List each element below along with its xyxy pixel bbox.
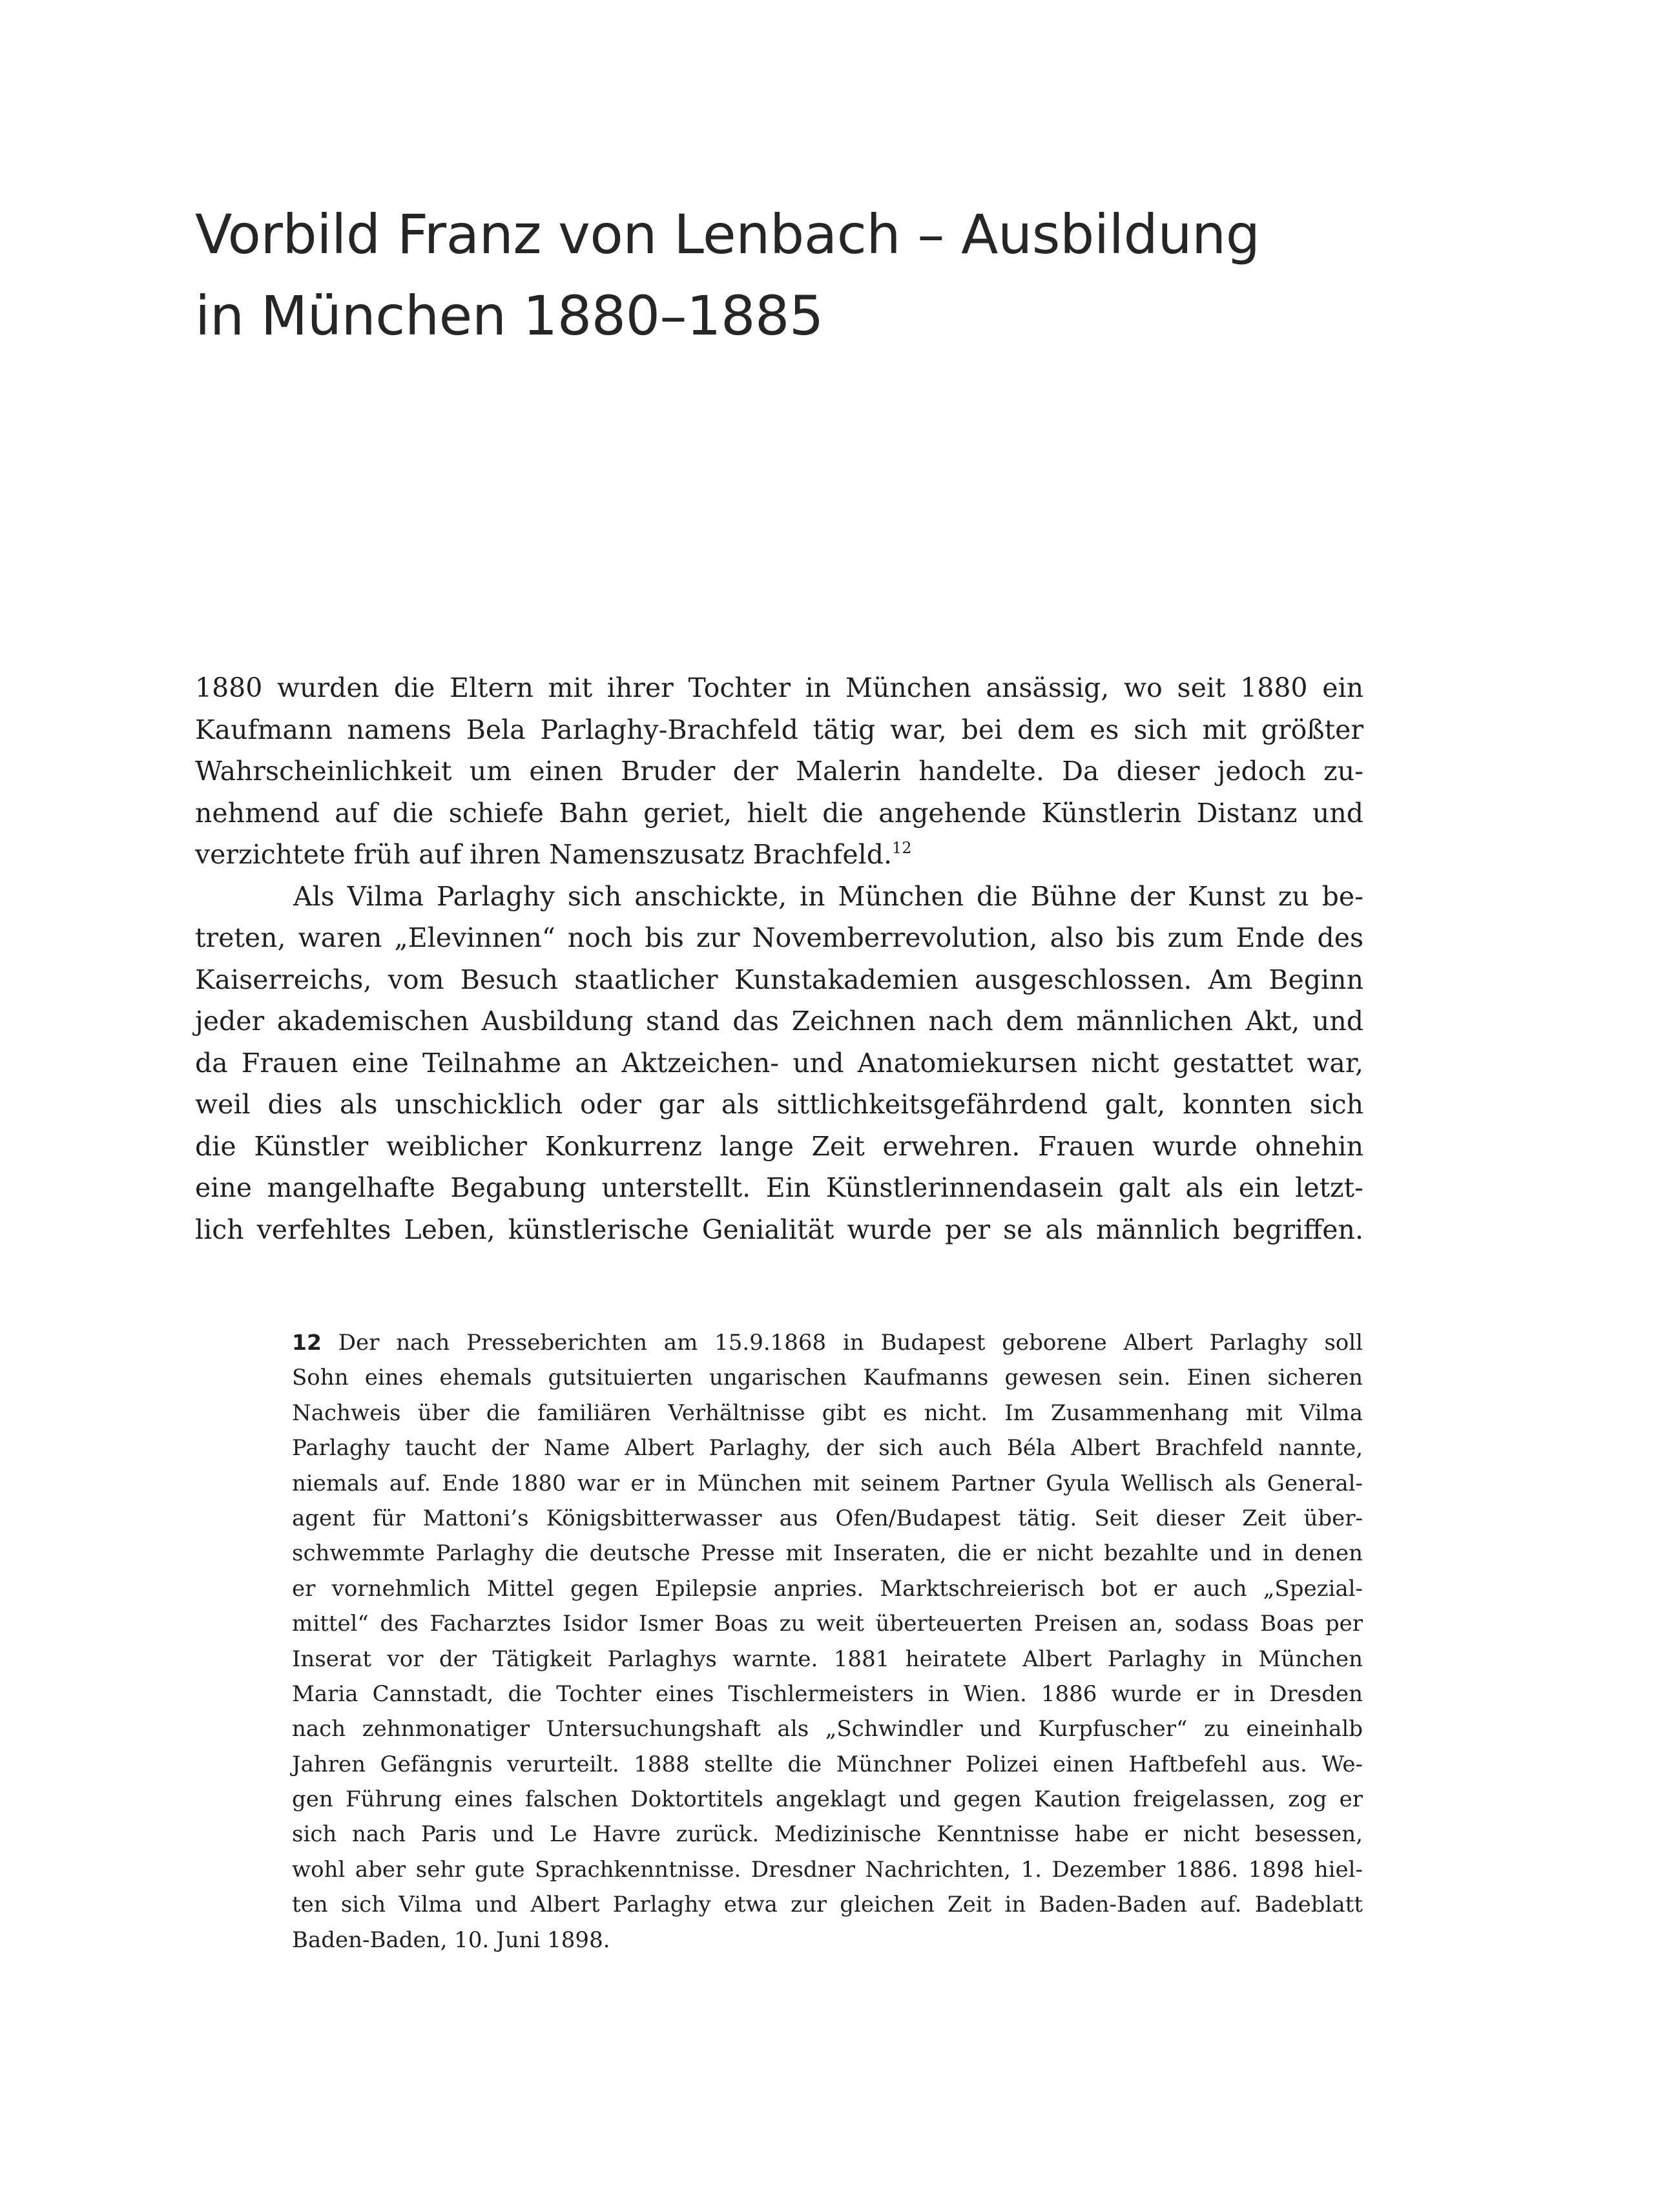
body-line: eine mangelhafte Begabung unterstellt. Ein Künstlerinnendasein galt als ein letzt- bbox=[195, 1172, 1363, 1203]
body-line: 1880 wurden die Eltern mit ihrer Tochter in München ansässig, wo seit 1880 ein bbox=[195, 672, 1363, 703]
footnote-line: ten sich Vilma und Albert Parlaghy etwa zur gleichen Zeit in Baden-Baden auf. Badeblatt bbox=[292, 1892, 1363, 1918]
body-line: Kaufmann namens Bela Parlaghy-Brachfeld tätig war, bei dem es sich mit größter bbox=[195, 714, 1363, 745]
footnote-line: agent für Mattoni’s Königsbitterwasser aus Ofen/Budapest tätig. Seit dieser Zeit über- bbox=[292, 1505, 1363, 1531]
footnote-line bbox=[292, 1325, 1363, 1360]
body-line: Kaiserreichs, vom Besuch staatlicher Kunstakademien ausgeschlossen. Am Beginn bbox=[195, 964, 1363, 995]
chapter-title bbox=[195, 194, 1358, 357]
body-line: nehmend auf die schiefe Bahn geriet, hielt die angehende Künstlerin Distanz und bbox=[195, 797, 1363, 829]
footnote-line: Baden-Baden, 10. Juni 1898. bbox=[292, 1927, 610, 1953]
footnote bbox=[292, 1325, 1363, 1958]
body-line: jeder akademischen Ausbildung stand das Zeichnen nach dem männlichen Akt, und bbox=[195, 1006, 1363, 1037]
footnote-line: gen Führung eines falschen Doktortitels angeklagt und gegen Kaution freigelassen, zog er bbox=[292, 1786, 1363, 1813]
body-line: Als Vilma Parlaghy sich anschickte, in München die Bühne der Kunst zu be- bbox=[293, 880, 1363, 912]
footnote-line: niemals auf. Ende 1880 war er in München mit seinem Partner Gyula Wellisch als General- bbox=[292, 1470, 1363, 1496]
footnote-line: Jahren Gefängnis verurteilt. 1888 stellte die Münchner Polizei einen Haftbefehl aus. We- bbox=[292, 1751, 1363, 1777]
footnote-line: Sohn eines ehemals gutsituierten ungarischen Kaufmanns gewesen sein. Einen sicheren bbox=[292, 1365, 1363, 1391]
body-line: lich verfehltes Leben, künstlerische Genialität wurde per se als männlich begriffen. bbox=[195, 1214, 1363, 1245]
footnote-line: Maria Cannstadt, die Tochter eines Tischlermeisters in Wien. 1886 wurde er in Dresden bbox=[292, 1680, 1363, 1707]
footnote-number: 12 bbox=[292, 1330, 322, 1355]
footnote-line: Parlaghy taucht der Name Albert Parlaghy, der sich auch Béla Albert Brachfeld nannte, bbox=[292, 1435, 1363, 1462]
footnote-line: er vornehmlich Mittel gegen Epilepsie anpries. Marktschreierisch bot er auch „Spezial- bbox=[292, 1575, 1363, 1602]
footnote-line: sich nach Paris und Le Havre zurück. Medizinische Kenntnisse habe er nicht besessen, bbox=[292, 1821, 1363, 1848]
body-line: die Künstler weiblicher Konkurrenz lange Zeit erwehren. Frauen wurde ohnehin bbox=[195, 1130, 1363, 1162]
body-text bbox=[195, 667, 1363, 1250]
body-line: treten, waren „Elevinnen“ noch bis zur Novemberrevolution, also bis zum Ende des bbox=[195, 922, 1363, 953]
body-line: Wahrscheinlichkeit um einen Bruder der Malerin handelte. Da dieser jedoch zu- bbox=[195, 756, 1363, 787]
body-line bbox=[195, 834, 1363, 876]
body-line: weil dies als unschicklich oder gar als sittlichkeitsgefährdend galt, konnten sich bbox=[195, 1089, 1363, 1120]
body-line: da Frauen eine Teilnahme an Aktzeichen- und Anatomiekursen nicht gestattet war, bbox=[195, 1047, 1363, 1079]
chapter-title-line: Vorbild Franz von Lenbach – Ausbildung bbox=[195, 203, 1260, 266]
footnote-line-text: Der nach Presseberichten am 15.9.1868 in Budapest geborene Albert Parlaghy soll bbox=[338, 1330, 1363, 1356]
footnote-line: mittel“ des Facharztes Isidor Ismer Boas zu weit überteuerten Preisen an, sodass Boas per bbox=[292, 1611, 1363, 1637]
footnote-line: Inserat vor der Tätigkeit Parlaghys warnte. 1881 heiratete Albert Parlaghy in München bbox=[292, 1646, 1363, 1672]
footnote-line: Nachweis über die familiären Verhältnisse gibt es nicht. Im Zusammenhang mit Vilma bbox=[292, 1400, 1363, 1426]
footnote-line: wohl aber sehr gute Sprachkenntnisse. Dresdner Nachrichten, 1. Dezember 1886. 1898 hiel- bbox=[292, 1856, 1363, 1883]
body-line-text: verzichtete früh auf ihren Namenszusatz Brachfeld. bbox=[195, 839, 892, 870]
chapter-title-line: in München 1880–1885 bbox=[195, 284, 823, 347]
footnote-line: nach zehnmonatiger Untersuchungshaft als „Schwindler und Kurpfuscher“ zu eineinhalb bbox=[292, 1716, 1363, 1742]
footnote-reference: 12 bbox=[892, 839, 912, 857]
footnote-line: schwemmte Parlaghy die deutsche Presse mit Inseraten, die er nicht bezahlte und in denen bbox=[292, 1540, 1363, 1567]
